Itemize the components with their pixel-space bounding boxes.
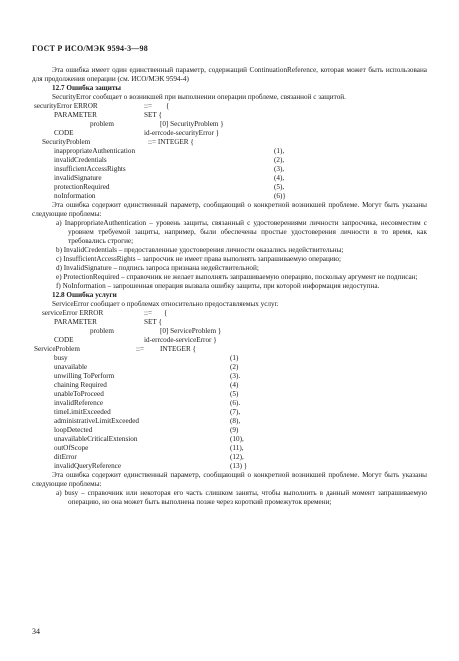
- enum-value: inappropriateAuthentication (1),: [54, 147, 285, 155]
- enum-value: invalidSignature (4),: [54, 174, 285, 182]
- asn1-line: SecurityProblem ::= INTEGER {: [42, 138, 194, 146]
- section-heading-security: 12.7 Ошибка защиты: [52, 84, 122, 92]
- asn1-line: ServiceProblem ::= INTEGER {: [34, 345, 196, 353]
- enum-value: busy (1): [54, 354, 239, 362]
- asn1-definition-service: [32, 309, 427, 354]
- security-description: Эта ошибка содержит единственный параметр, сообщающий о конкретной возникшей проблеме. Могут быть указаны следующие проблемы:: [32, 201, 427, 218]
- enum-value: invalidReference (6).: [54, 399, 241, 407]
- list-item: f) NoInformation – запрошенная операция вызвала ошибку защиты, при которой информация недоступна.: [56, 282, 380, 290]
- enum-value: insufficientAccessRights (3),: [54, 165, 285, 173]
- enum-value: unableToProceed (5): [54, 390, 239, 398]
- list-item: d) InvalidSignature – подпись запроса признана недействительной;: [56, 264, 259, 272]
- section-intro-service: ServiceError сообщает о проблемах относительно предоставляемых услуг.: [52, 300, 279, 308]
- asn1-definition-security: [32, 102, 427, 147]
- enum-value: chaining Required (4): [54, 381, 239, 389]
- list-item: c) InsufficientAccessRights – запросчик не имеет права выполнять запрашиваемую операцию;: [56, 255, 342, 263]
- enum-value: administrativeLimitExceeded (8),: [54, 417, 241, 425]
- list-item: a) busy – справочник или некоторая его часть слишком заняты, чтобы выполнить в данный момент запрашиваемую операцию, но она может быть выполнена позже через короткий промежуток времени;: [56, 489, 427, 506]
- service-description: Эта ошибка содержит единственный параметр, сообщающий о конкретной возникшей проблеме. Могут быть указаны следующие проблемы:: [32, 471, 427, 488]
- enum-value: timeLimitExceeded (7),: [54, 408, 241, 416]
- enum-value: ditError (12),: [54, 453, 244, 461]
- enum-value: outOfScope (11),: [54, 444, 244, 452]
- section-intro-security: SecurityError сообщает о возникшей при выполнении операции проблеме, связанной с защитой.: [52, 93, 346, 101]
- enum-value: protectionRequired (5),: [54, 183, 285, 191]
- asn1-line: securityError ERROR ::= {: [34, 102, 170, 110]
- enum-value: unavailable (2): [54, 363, 239, 371]
- asn1-line: CODE id-errcode-serviceError }: [54, 336, 217, 344]
- list-item: a) InappropriateAuthentication – уровень защиты, связанный с удостоверениями личности запросчика, несовместим с уровнем требуемой защиты, например, были обеспечены простые удостоверения личности в то время, как требовались строгие;: [56, 219, 427, 245]
- asn1-line: PARAMETER SET {: [54, 111, 162, 119]
- enum-value: noInformation (6)}: [54, 192, 286, 200]
- page-header: ГОСТ Р ИСО/МЭК 9594-3—98: [32, 44, 148, 53]
- section-heading-service: 12.8 Ошибка услуги: [52, 291, 117, 299]
- enum-value: unavailableCriticalExtension (10),: [54, 435, 244, 443]
- page-number: 34: [32, 627, 40, 636]
- list-item: e) ProtectionRequired – справочник не желает выполнять запрашиваемую операцию, поскольку аргумент не подписан;: [56, 273, 418, 281]
- asn1-line: serviceError ERROR ::= {: [42, 309, 168, 317]
- enum-value: loopDetected (9): [54, 426, 239, 434]
- asn1-line: problem [0] ServiceProblem }: [90, 327, 222, 335]
- enum-value: invalidCredentials (2),: [54, 156, 285, 164]
- intro-paragraph: Эта ошибка имеет один единственный параметр, содержащий ContinuationReference, которая может быть использована для продолжения операции (см. ИСО/МЭК 9594-4): [32, 66, 427, 83]
- document-body: [32, 66, 427, 507]
- security-problem-values: [32, 147, 427, 201]
- asn1-line: CODE id-errcode-securityError }: [54, 129, 220, 137]
- enum-value: unwilling ToPerform (3).: [54, 372, 241, 380]
- enum-value: invalidQueryReference (13) }: [54, 462, 248, 470]
- service-problem-values: [32, 354, 427, 471]
- list-item: b) InvalidCredentials – предоставленные удостоверения личности оказались недействительны;: [56, 246, 344, 254]
- asn1-line: PARAMETER SET {: [54, 318, 162, 326]
- asn1-line: problem [0] SecurityProblem }: [90, 120, 224, 128]
